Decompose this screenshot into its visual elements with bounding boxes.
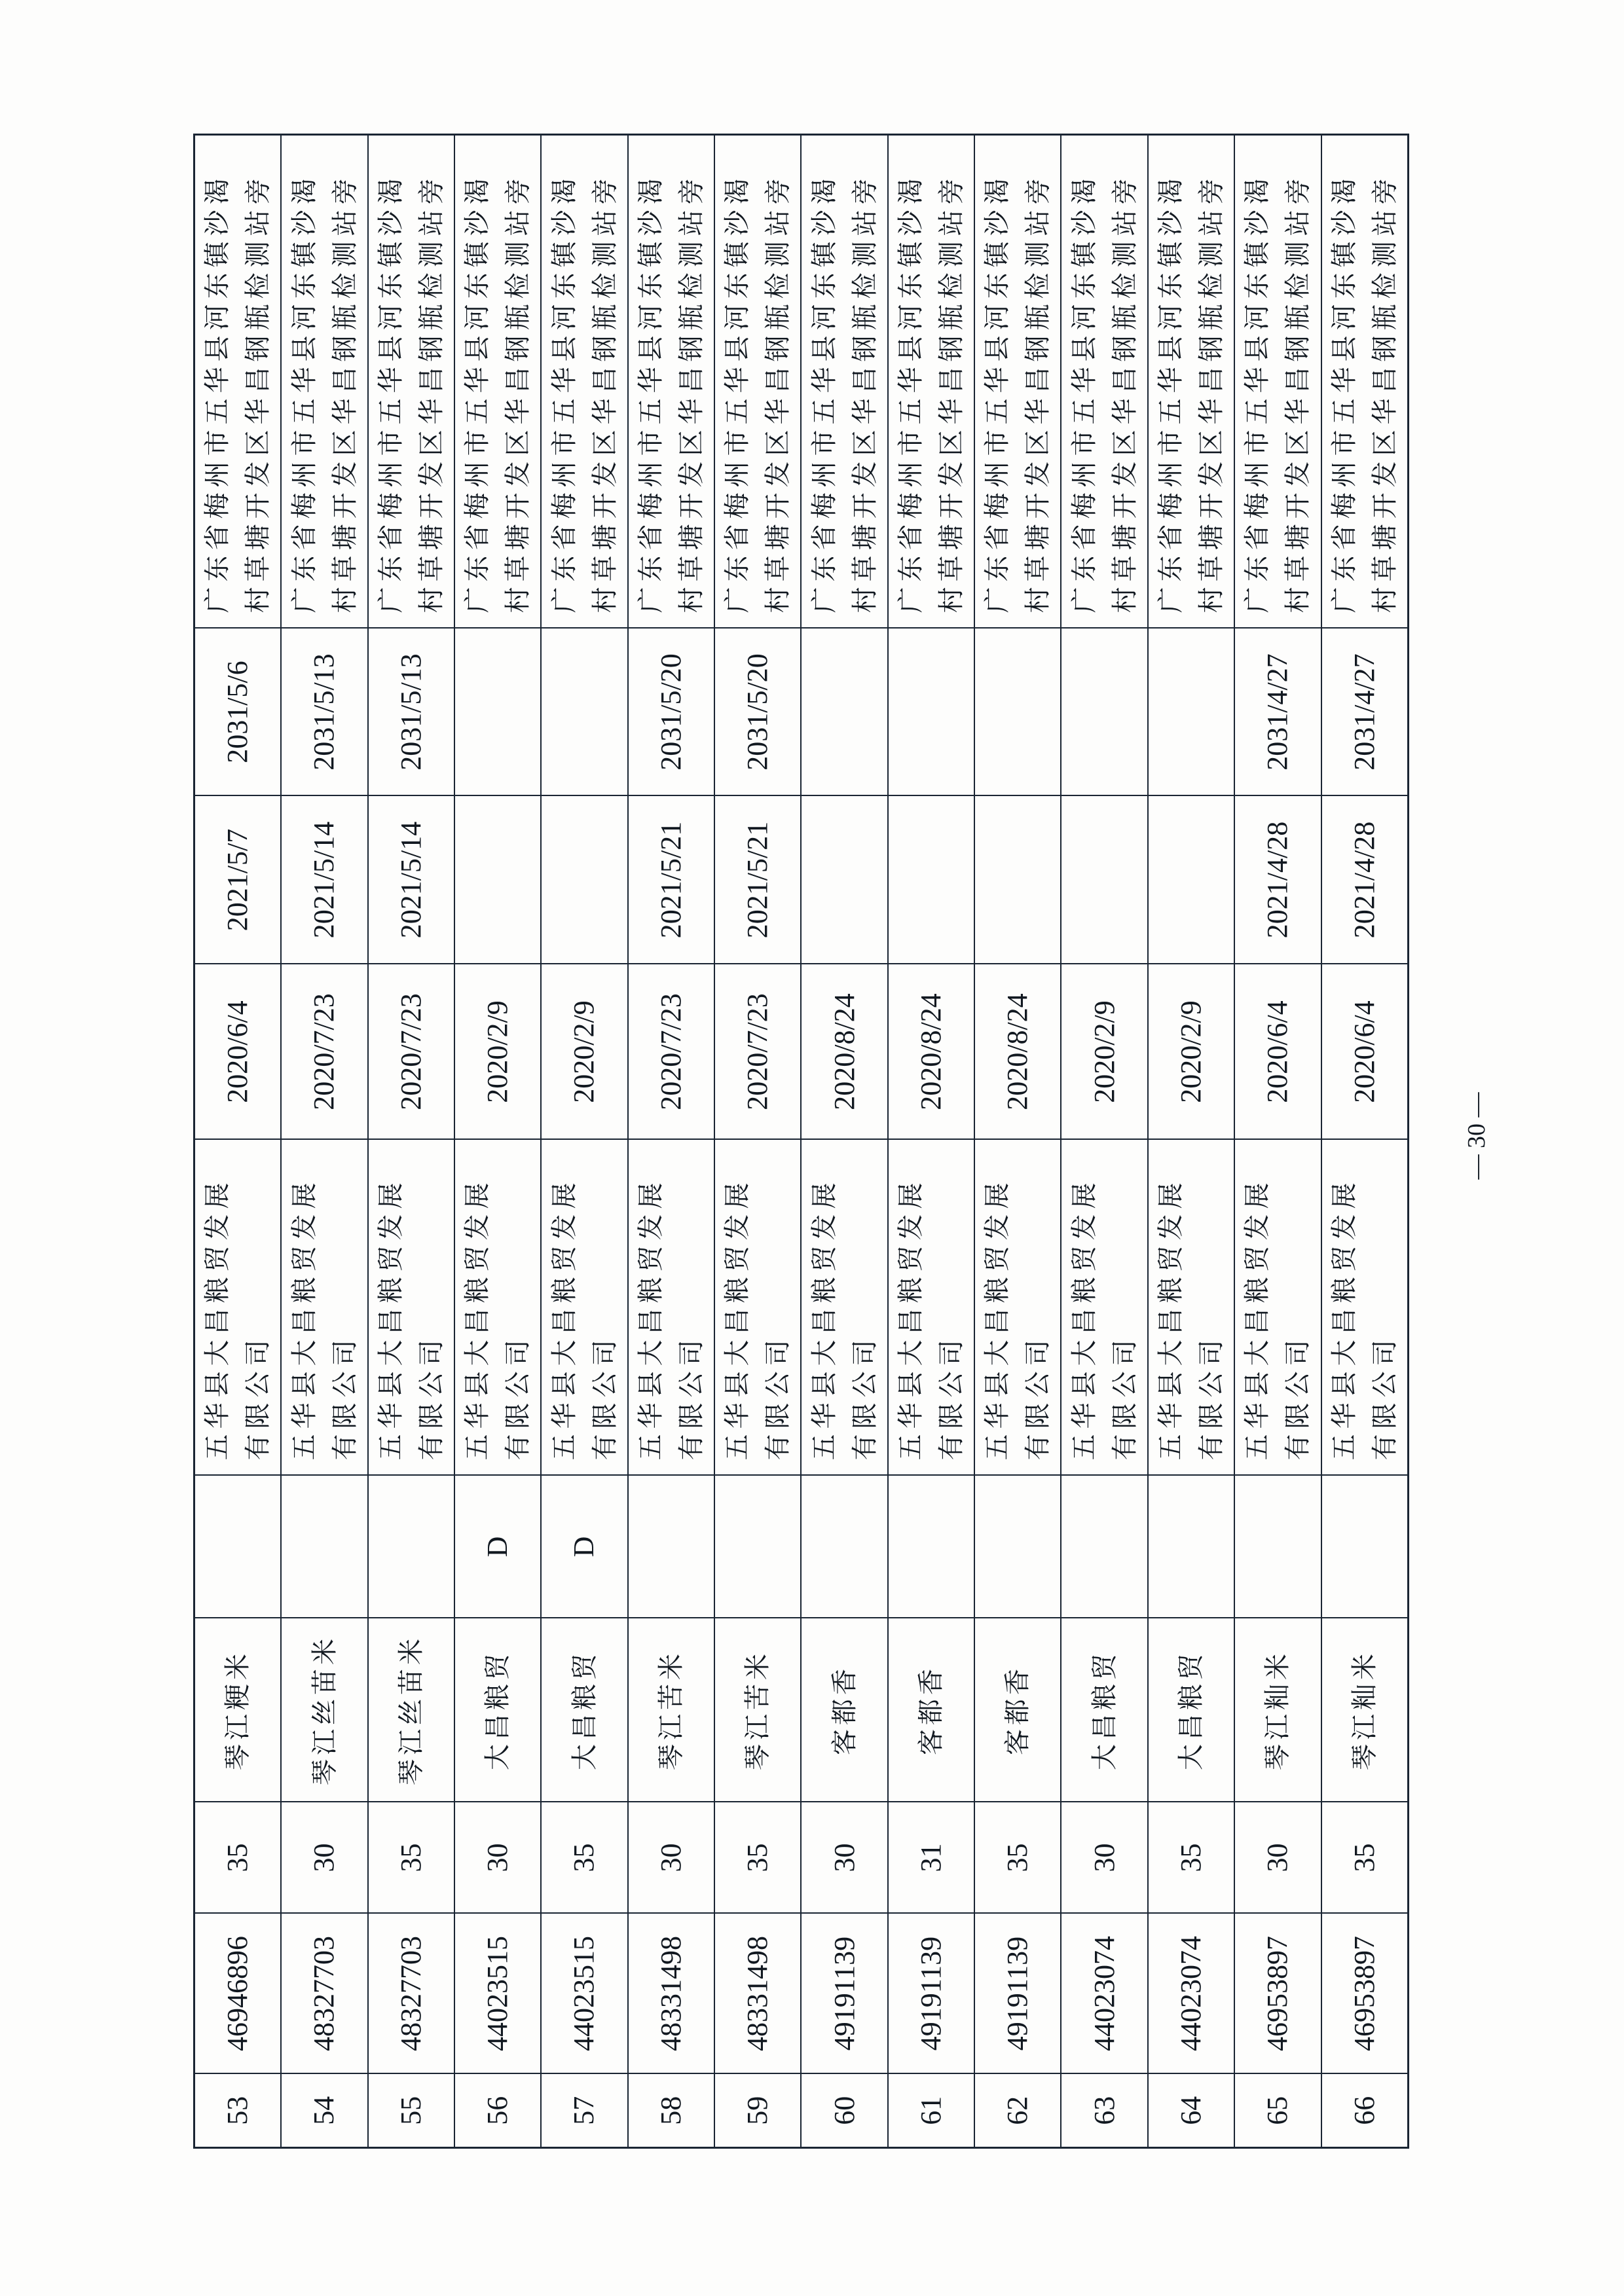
cell-company-text: 五华县大昌粮贸发展有限公司: [375, 1177, 447, 1461]
cell-id: 44023515: [541, 1914, 627, 2074]
cell-capacity: 35: [541, 1802, 627, 1914]
cell-expiry-date: 2031/4/27: [1234, 629, 1321, 796]
cell-address-text: 广东省梅州市五华县河东镇沙渴村草塘开发区华昌钢瓶检测站旁: [1155, 173, 1227, 613]
cell-index: 58: [628, 2074, 714, 2148]
cell-address: [541, 135, 627, 629]
cell-id: 48331498: [714, 1914, 801, 2074]
cell-cert-date: 2021/5/21: [714, 796, 801, 964]
cell-brand: 大昌粮贸: [1148, 1618, 1234, 1802]
cell-brand: 琴江丝苗米: [368, 1618, 454, 1802]
cell-address: [628, 135, 714, 629]
cell-capacity: 30: [454, 1802, 541, 1914]
cell-company-text: 五华县大昌粮贸发展有限公司: [462, 1177, 534, 1461]
cell-grade: [1234, 1476, 1321, 1618]
cell-index: 59: [714, 2074, 801, 2148]
cell-test-date: 2020/8/24: [801, 964, 887, 1140]
cell-grade: [1148, 1476, 1234, 1618]
cell-company-text: 五华县大昌粮贸发展有限公司: [202, 1177, 274, 1461]
cell-grade: D: [541, 1476, 627, 1618]
cell-company: [888, 1140, 974, 1476]
cell-index: 54: [281, 2074, 367, 2148]
table-row: [281, 135, 367, 2148]
table-row: [368, 135, 454, 2148]
cell-address: [1061, 135, 1147, 629]
cell-address-text: 广东省梅州市五华县河东镇沙渴村草塘开发区华昌钢瓶检测站旁: [895, 173, 967, 613]
cell-company: [628, 1140, 714, 1476]
cell-company-text: 五华县大昌粮贸发展有限公司: [982, 1177, 1054, 1461]
table-row: [1234, 135, 1321, 2148]
cell-company: [1061, 1140, 1147, 1476]
cell-address: [194, 135, 282, 629]
cell-id: 44023515: [454, 1914, 541, 2074]
cell-company-text: 五华县大昌粮贸发展有限公司: [1242, 1177, 1314, 1461]
cell-company: [454, 1140, 541, 1476]
cell-test-date: 2020/6/4: [1234, 964, 1321, 1140]
cell-brand: 客都香: [974, 1618, 1061, 1802]
rotated-table-container: [193, 136, 1409, 2149]
cell-brand: 琴江籼米: [1234, 1618, 1321, 1802]
cell-id: 48327703: [368, 1914, 454, 2074]
cell-test-date: 2020/7/23: [714, 964, 801, 1140]
cell-index: 66: [1321, 2074, 1409, 2148]
cell-expiry-date: [454, 629, 541, 796]
cell-brand: 大昌粮贸: [1061, 1618, 1147, 1802]
cell-brand: 琴江苦米: [628, 1618, 714, 1802]
cell-address-text: 广东省梅州市五华县河东镇沙渴村草塘开发区华昌钢瓶检测站旁: [1242, 173, 1314, 613]
cell-company-text: 五华县大昌粮贸发展有限公司: [809, 1177, 880, 1461]
cell-grade: [1321, 1476, 1409, 1618]
cell-index: 57: [541, 2074, 627, 2148]
cell-test-date: 2020/8/24: [974, 964, 1061, 1140]
cell-capacity: 35: [714, 1802, 801, 1914]
cell-index: 60: [801, 2074, 887, 2148]
cell-address: [1321, 135, 1409, 629]
cell-index: 53: [194, 2074, 282, 2148]
cell-brand: 琴江丝苗米: [281, 1618, 367, 1802]
cell-address: [1148, 135, 1234, 629]
cell-brand: 琴江籼米: [1321, 1618, 1409, 1802]
cell-expiry-date: [541, 629, 627, 796]
cell-id: 49191139: [801, 1914, 887, 2074]
table-row: [1061, 135, 1147, 2148]
cell-id: 48331498: [628, 1914, 714, 2074]
cell-cert-date: [454, 796, 541, 964]
cell-test-date: 2020/2/9: [1148, 964, 1234, 1140]
cell-cert-date: 2021/4/28: [1321, 796, 1409, 964]
cell-index: 55: [368, 2074, 454, 2148]
cell-company: [974, 1140, 1061, 1476]
cell-capacity: 30: [628, 1802, 714, 1914]
cell-brand: 大昌粮贸: [541, 1618, 627, 1802]
cell-cert-date: 2021/5/14: [368, 796, 454, 964]
cell-company-text: 五华县大昌粮贸发展有限公司: [895, 1177, 967, 1461]
cell-company-text: 五华县大昌粮贸发展有限公司: [635, 1177, 707, 1461]
cell-company: [1321, 1140, 1409, 1476]
cell-expiry-date: [1148, 629, 1234, 796]
cell-address-text: 广东省梅州市五华县河东镇沙渴村草塘开发区华昌钢瓶检测站旁: [462, 173, 534, 613]
cell-cert-date: [541, 796, 627, 964]
cell-id: 49191139: [974, 1914, 1061, 2074]
cell-expiry-date: 2031/5/6: [194, 629, 282, 796]
cell-id: 48327703: [281, 1914, 367, 2074]
table-body: [194, 135, 1409, 2148]
cell-brand: 琴江粳米: [194, 1618, 282, 1802]
cell-address: [801, 135, 887, 629]
cell-grade: [368, 1476, 454, 1618]
cell-address: [368, 135, 454, 629]
cell-id: 46953897: [1321, 1914, 1409, 2074]
cell-expiry-date: 2031/5/20: [714, 629, 801, 796]
cell-grade: [714, 1476, 801, 1618]
cell-company: [541, 1140, 627, 1476]
cell-capacity: 35: [1148, 1802, 1234, 1914]
cell-company: [1234, 1140, 1321, 1476]
cell-grade: D: [454, 1476, 541, 1618]
cell-capacity: 31: [888, 1802, 974, 1914]
cell-address-text: 广东省梅州市五华县河东镇沙渴村草塘开发区华昌钢瓶检测站旁: [809, 173, 880, 613]
cell-address-text: 广东省梅州市五华县河东镇沙渴村草塘开发区华昌钢瓶检测站旁: [289, 173, 360, 613]
cell-company: [1148, 1140, 1234, 1476]
cell-cert-date: 2021/5/14: [281, 796, 367, 964]
table-row: [1321, 135, 1409, 2148]
page-number: — 30 —: [1463, 1092, 1490, 1180]
cell-brand: 客都香: [888, 1618, 974, 1802]
cell-grade: [628, 1476, 714, 1618]
cell-grade: [801, 1476, 887, 1618]
cell-test-date: 2020/2/9: [1061, 964, 1147, 1140]
cell-expiry-date: [974, 629, 1061, 796]
cell-company: [194, 1140, 282, 1476]
cell-test-date: 2020/2/9: [454, 964, 541, 1140]
cell-cert-date: [888, 796, 974, 964]
cell-grade: [888, 1476, 974, 1618]
cell-id: 46953897: [1234, 1914, 1321, 2074]
cell-cert-date: [1061, 796, 1147, 964]
cell-expiry-date: [1061, 629, 1147, 796]
cell-capacity: 35: [1321, 1802, 1409, 1914]
cell-company: [368, 1140, 454, 1476]
cell-address-text: 广东省梅州市五华县河东镇沙渴村草塘开发区华昌钢瓶检测站旁: [1329, 173, 1400, 613]
cell-address: [454, 135, 541, 629]
cell-expiry-date: 2031/5/20: [628, 629, 714, 796]
cell-address: [281, 135, 367, 629]
cell-cert-date: [974, 796, 1061, 964]
cell-company: [801, 1140, 887, 1476]
cell-address-text: 广东省梅州市五华县河东镇沙渴村草塘开发区华昌钢瓶检测站旁: [1069, 173, 1140, 613]
cell-grade: [1061, 1476, 1147, 1618]
cell-address-text: 广东省梅州市五华县河东镇沙渴村草塘开发区华昌钢瓶检测站旁: [549, 173, 620, 613]
cell-capacity: 35: [194, 1802, 282, 1914]
cell-capacity: 30: [281, 1802, 367, 1914]
cell-brand: 大昌粮贸: [454, 1618, 541, 1802]
cell-cert-date: 2021/5/7: [194, 796, 282, 964]
table-row: [1148, 135, 1234, 2148]
cell-grade: [974, 1476, 1061, 1618]
cell-index: 64: [1148, 2074, 1234, 2148]
cell-index: 56: [454, 2074, 541, 2148]
table-row: [541, 135, 627, 2148]
cell-cert-date: [1148, 796, 1234, 964]
cell-address: [714, 135, 801, 629]
cell-company: [714, 1140, 801, 1476]
cell-address-text: 广东省梅州市五华县河东镇沙渴村草塘开发区华昌钢瓶检测站旁: [375, 173, 447, 613]
cell-company: [281, 1140, 367, 1476]
cell-company-text: 五华县大昌粮贸发展有限公司: [722, 1177, 794, 1461]
cell-grade: [281, 1476, 367, 1618]
cell-brand: 客都香: [801, 1618, 887, 1802]
cell-id: 49191139: [888, 1914, 974, 2074]
table-row: [974, 135, 1061, 2148]
cell-address-text: 广东省梅州市五华县河东镇沙渴村草塘开发区华昌钢瓶检测站旁: [635, 173, 707, 613]
table-row: [194, 135, 282, 2148]
cell-capacity: 30: [801, 1802, 887, 1914]
cell-company-text: 五华县大昌粮贸发展有限公司: [549, 1177, 620, 1461]
cell-index: 63: [1061, 2074, 1147, 2148]
cell-company-text: 五华县大昌粮贸发展有限公司: [1069, 1177, 1140, 1461]
cell-test-date: 2020/6/4: [194, 964, 282, 1140]
cell-cert-date: 2021/5/21: [628, 796, 714, 964]
cell-grade: [194, 1476, 282, 1618]
cell-address-text: 广东省梅州市五华县河东镇沙渴村草塘开发区华昌钢瓶检测站旁: [982, 173, 1054, 613]
cell-address: [974, 135, 1061, 629]
cell-capacity: 35: [974, 1802, 1061, 1914]
cell-expiry-date: 2031/5/13: [281, 629, 367, 796]
cell-test-date: 2020/8/24: [888, 964, 974, 1140]
table-row: [801, 135, 887, 2148]
cell-index: 62: [974, 2074, 1061, 2148]
table-row: [628, 135, 714, 2148]
cell-id: 44023074: [1061, 1914, 1147, 2074]
cell-expiry-date: 2031/4/27: [1321, 629, 1409, 796]
cell-company-text: 五华县大昌粮贸发展有限公司: [289, 1177, 360, 1461]
table-row: [888, 135, 974, 2148]
cell-id: 44023074: [1148, 1914, 1234, 2074]
cell-company-text: 五华县大昌粮贸发展有限公司: [1329, 1177, 1400, 1461]
cell-cert-date: [801, 796, 887, 964]
cell-address: [888, 135, 974, 629]
cell-test-date: 2020/7/23: [281, 964, 367, 1140]
cell-test-date: 2020/7/23: [628, 964, 714, 1140]
cell-address: [1234, 135, 1321, 629]
cell-index: 61: [888, 2074, 974, 2148]
cell-id: 46946896: [194, 1914, 282, 2074]
record-table: [193, 134, 1409, 2149]
cell-address-text: 广东省梅州市五华县河东镇沙渴村草塘开发区华昌钢瓶检测站旁: [722, 173, 794, 613]
cell-capacity: 30: [1061, 1802, 1147, 1914]
cell-address-text: 广东省梅州市五华县河东镇沙渴村草塘开发区华昌钢瓶检测站旁: [202, 173, 274, 613]
cell-index: 65: [1234, 2074, 1321, 2148]
table-row: [714, 135, 801, 2148]
cell-test-date: 2020/6/4: [1321, 964, 1409, 1140]
cell-expiry-date: 2031/5/13: [368, 629, 454, 796]
cell-brand: 琴江苦米: [714, 1618, 801, 1802]
cell-cert-date: 2021/4/28: [1234, 796, 1321, 964]
cell-company-text: 五华县大昌粮贸发展有限公司: [1155, 1177, 1227, 1461]
table-row: [454, 135, 541, 2148]
cell-expiry-date: [888, 629, 974, 796]
cell-capacity: 35: [368, 1802, 454, 1914]
cell-test-date: 2020/2/9: [541, 964, 627, 1140]
cell-expiry-date: [801, 629, 887, 796]
cell-test-date: 2020/7/23: [368, 964, 454, 1140]
cell-capacity: 30: [1234, 1802, 1321, 1914]
